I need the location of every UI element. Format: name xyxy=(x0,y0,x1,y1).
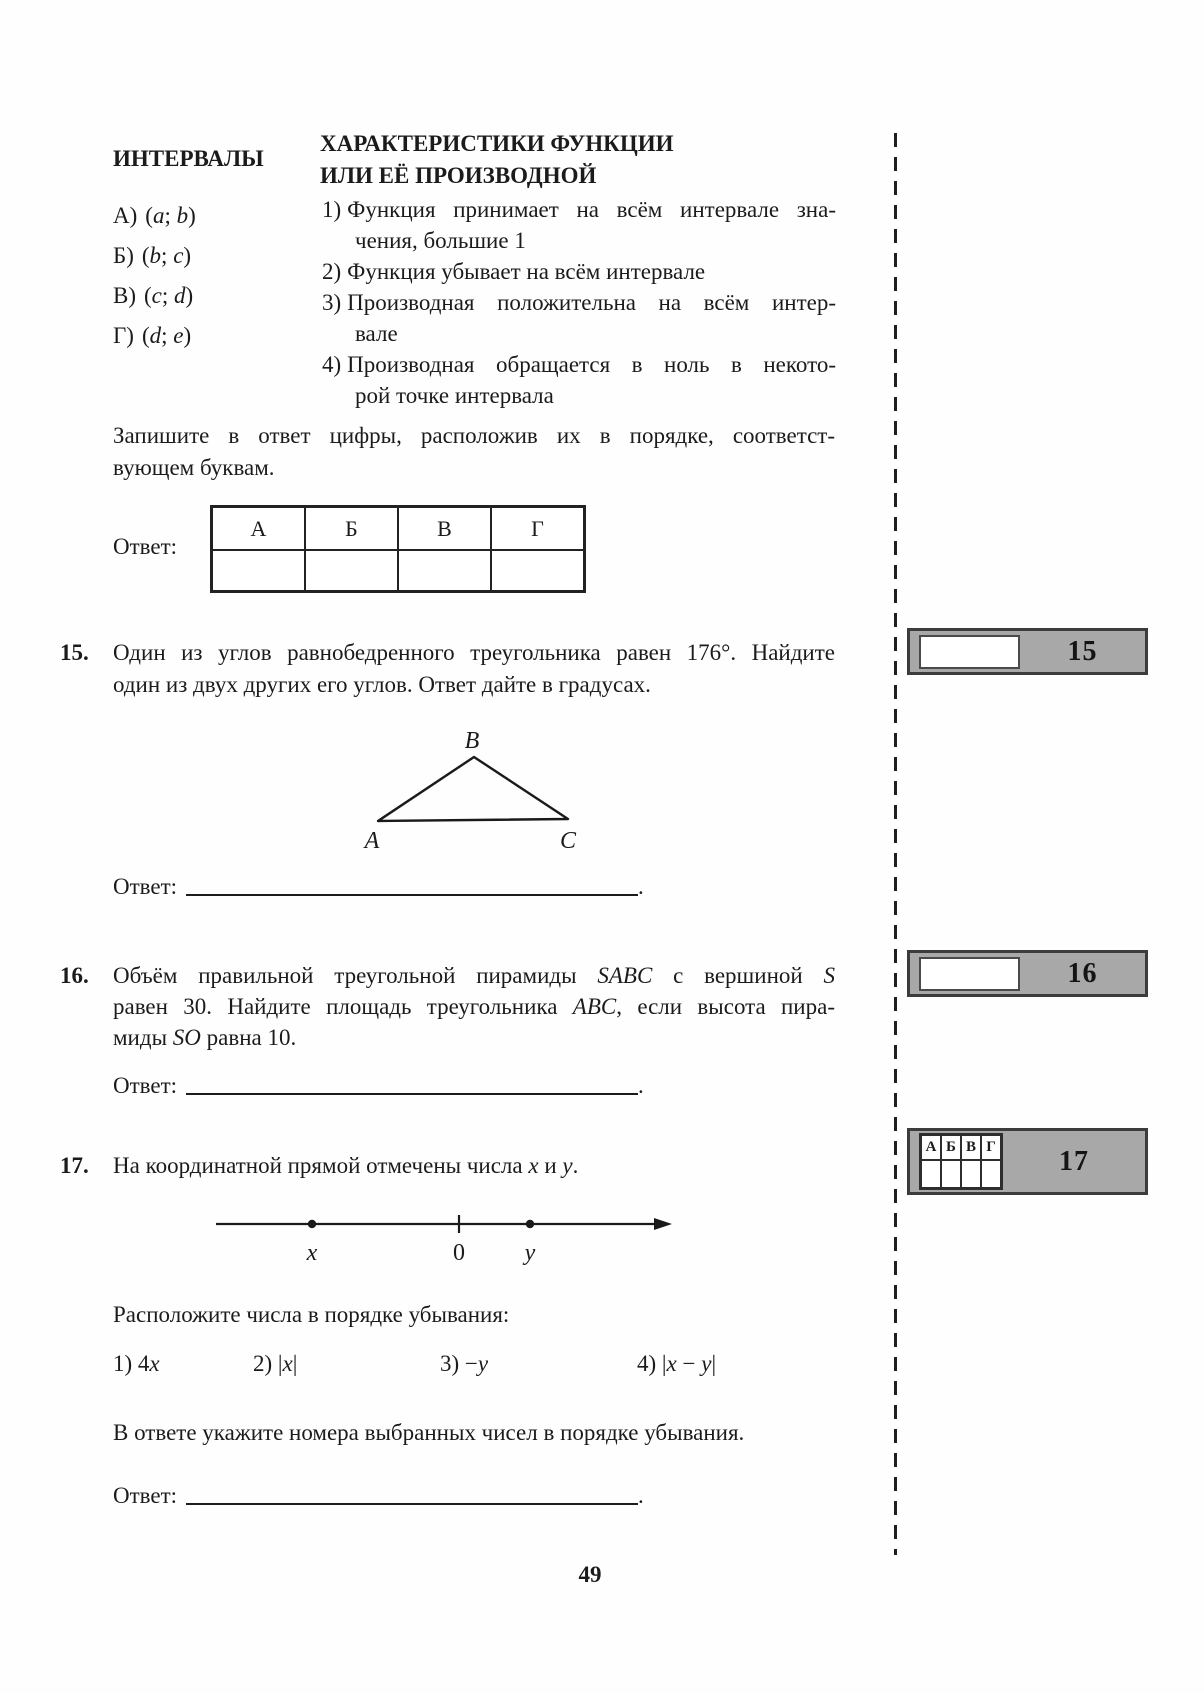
grid-cell-empty xyxy=(941,1160,961,1188)
interval-item-a xyxy=(113,203,196,229)
grid-header-b: Б xyxy=(941,1135,961,1160)
answer-label: Ответ: xyxy=(113,1073,178,1098)
characteristic-text: Функция убывает на всём интервале xyxy=(347,259,706,284)
characteristic-number: 4) xyxy=(322,352,342,377)
triangle-figure xyxy=(330,712,610,857)
margin-task-number: 15 xyxy=(1067,635,1098,667)
answer-blank xyxy=(186,1483,638,1505)
characteristic-item-2-line-1 xyxy=(322,259,836,285)
problem-16-text-line-3: миды SO равна 10. xyxy=(113,1025,297,1050)
problem-17-subtask: Расположите числа в порядке убывания: xyxy=(113,1302,510,1327)
triangle-left-label: A xyxy=(364,828,380,854)
table-header-a: А xyxy=(212,507,305,550)
interval-value: (c; d) xyxy=(144,283,194,308)
characteristic-item-4-line-1 xyxy=(322,352,836,378)
table-cell-empty xyxy=(398,550,491,591)
arrowhead-icon xyxy=(654,1218,672,1230)
table-cell-empty xyxy=(491,550,584,591)
characteristics-heading-line1: ХАРАКТЕРИСТИКИ ФУНКЦИИ xyxy=(320,131,674,156)
answer-label: Ответ: xyxy=(113,874,178,899)
problem-15-number: 15. xyxy=(60,640,89,665)
option-1: 1) 4x xyxy=(113,1351,160,1376)
number-line-figure xyxy=(200,1198,700,1268)
interval-value: (b; c) xyxy=(141,243,192,268)
problem-17-answer-line xyxy=(113,1481,644,1509)
problem-17-text-line-1: На координатной прямой отмечены числа x и y. xyxy=(113,1153,579,1178)
answer-label: Ответ: xyxy=(113,1483,178,1508)
margin-task-number: 16 xyxy=(1067,957,1098,989)
interval-label: Г) xyxy=(113,323,134,348)
characteristic-text: Производная положительна на всём интер- xyxy=(347,290,836,315)
grid-cell-empty xyxy=(921,1160,941,1188)
characteristic-item-4-line-2: рой точке интервала xyxy=(355,383,554,408)
characteristic-number: 2) xyxy=(322,259,342,284)
option-3: 3) −y xyxy=(440,1351,489,1376)
matching-answer-table xyxy=(210,505,586,593)
table-cell-empty xyxy=(305,550,398,591)
table-header-g: Г xyxy=(491,507,584,550)
characteristic-item-1-line-2: чения, большие 1 xyxy=(355,228,526,253)
matching-instruction-line-2: вующем буквам. xyxy=(113,455,275,480)
interval-item-g xyxy=(113,323,191,349)
number-line-label-x: x xyxy=(306,1240,318,1266)
grid-cell-empty xyxy=(981,1160,1001,1188)
margin-answer-field xyxy=(919,957,1020,991)
interval-value: (a; b) xyxy=(145,203,196,228)
problem-17-number: 17. xyxy=(60,1153,89,1178)
table-header-v: В xyxy=(398,507,491,550)
margin-box-17 xyxy=(907,1128,1148,1195)
characteristic-text: Производная обращается в ноль в некото- xyxy=(347,352,836,377)
grid-header-v: В xyxy=(961,1135,981,1160)
problem-15-answer-line xyxy=(113,872,644,900)
margin-divider-dashed-line xyxy=(894,133,897,1555)
answer-period: . xyxy=(638,1483,644,1508)
number-line-label-zero: 0 xyxy=(453,1240,465,1266)
point-x-dot xyxy=(308,1220,316,1228)
interval-label: В) xyxy=(113,283,136,308)
option-4: 4) |x − y| xyxy=(637,1351,717,1376)
characteristic-number: 1) xyxy=(322,197,342,222)
matching-answer-label: Ответ: xyxy=(113,534,178,559)
grid-header-g: Г xyxy=(981,1135,1001,1160)
answer-blank xyxy=(186,874,638,896)
matching-instruction-line-1: Запишите в ответ цифры, расположив их в порядке, соответст- xyxy=(113,423,835,448)
interval-label: А) xyxy=(113,203,138,228)
problem-16-text-line-2: равен 30. Найдите площадь треугольника ABC, если высота пира- xyxy=(113,994,835,1019)
margin-box-16 xyxy=(907,950,1148,997)
triangle-right-label: C xyxy=(559,828,577,854)
problem-16-answer-line xyxy=(113,1071,644,1099)
characteristic-item-1-line-1 xyxy=(322,197,836,223)
characteristic-item-3-line-2: вале xyxy=(355,321,398,346)
interval-value: (d; e) xyxy=(141,323,192,348)
option-2: 2) |x| xyxy=(253,1351,298,1376)
answer-period: . xyxy=(638,1073,644,1098)
intervals-heading: ИНТЕРВАЛЫ xyxy=(113,146,264,171)
margin-answer-grid xyxy=(919,1133,1003,1190)
table-header-b: Б xyxy=(305,507,398,550)
grid-header-a: А xyxy=(921,1135,941,1160)
margin-answer-field xyxy=(919,635,1020,669)
interval-item-v xyxy=(113,283,193,309)
triangle-apex-label: B xyxy=(464,728,480,754)
answer-blank xyxy=(186,1073,638,1095)
number-line-label-y: y xyxy=(524,1240,536,1266)
margin-task-number: 17 xyxy=(1059,1145,1089,1177)
interval-label: Б) xyxy=(113,243,134,268)
margin-box-15 xyxy=(907,628,1148,675)
answer-period: . xyxy=(638,874,644,899)
table-cell-empty xyxy=(212,550,305,591)
interval-item-b xyxy=(113,243,191,269)
grid-cell-empty xyxy=(961,1160,981,1188)
characteristic-number: 3) xyxy=(322,290,342,315)
problem-15-text-line-2: один из двух других его углов. Ответ дайте в градусах. xyxy=(113,672,651,697)
problem-16-text-line-1: Объём правильной треугольной пирамиды SABC с вершиной S xyxy=(113,963,835,988)
problem-17-note: В ответе укажите номера выбранных чисел в порядке убывания. xyxy=(113,1420,745,1445)
characteristic-text: Функция принимает на всём интервале зна- xyxy=(347,197,836,222)
page-number: 49 xyxy=(578,1562,602,1587)
problem-16-number: 16. xyxy=(60,963,89,988)
problem-15-text-line-1: Один из углов равнобедренного треугольника равен 176°. Найдите xyxy=(113,640,835,665)
characteristics-heading-line2: ИЛИ ЕЁ ПРОИЗВОДНОЙ xyxy=(320,163,597,188)
characteristic-item-3-line-1 xyxy=(322,290,836,316)
point-y-dot xyxy=(526,1220,534,1228)
